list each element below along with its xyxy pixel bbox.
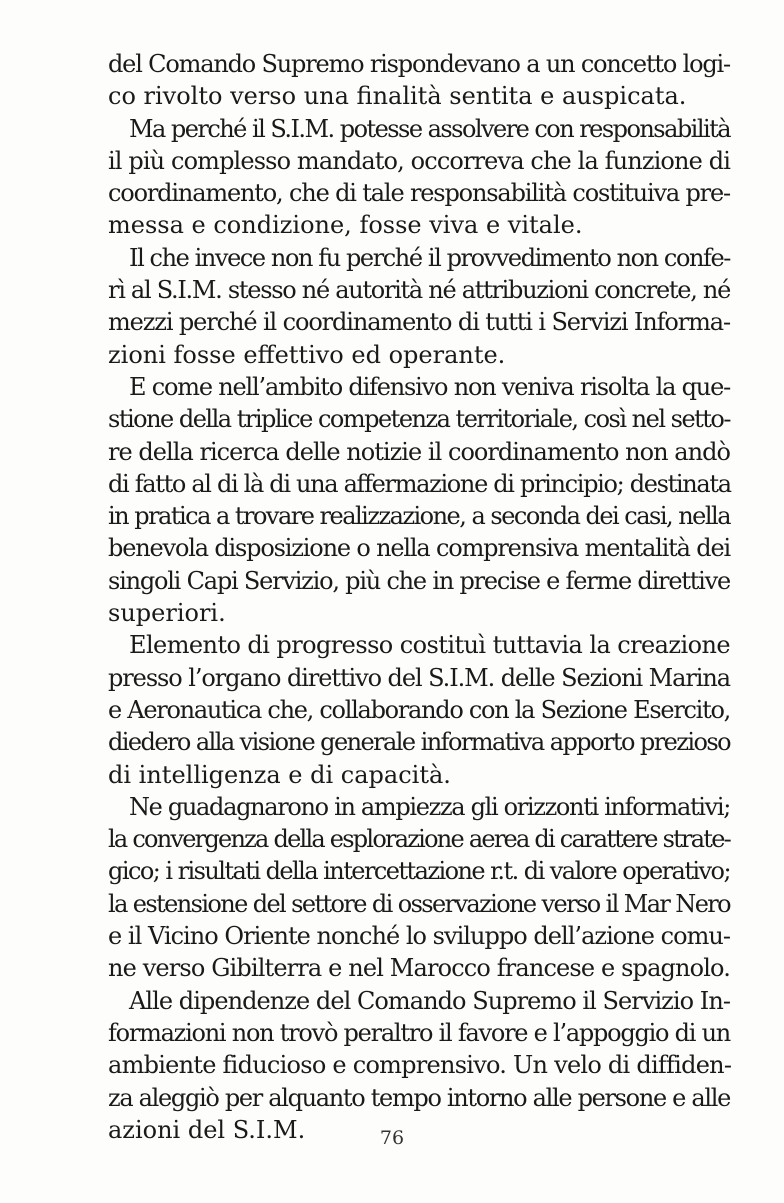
text-line: E come nell’ambito difensivo non veniva risolta la que- xyxy=(129,372,731,401)
text-line: la convergenza della esplorazione aerea di carattere strate- xyxy=(108,825,730,854)
text-line: re della ricerca delle notizie il coordinamento non andò xyxy=(108,437,730,466)
text-line: Alle dipendenze del Comando Supremo il Servizio In- xyxy=(129,986,730,1015)
text-line: azioni del S.I.M. xyxy=(108,1115,306,1144)
text-line: za aleggiò per alquanto tempo intorno alle persone e alle xyxy=(108,1083,730,1112)
text-line: in pratica a trovare realizzazione, a seconda dei casi, nella xyxy=(108,502,730,531)
body-text xyxy=(108,48,730,1146)
text-line: ambiente fiducioso e comprensivo. Un velo di diffiden- xyxy=(108,1051,732,1080)
text-line: Ma perché il S.I.M. potesse assolvere con responsabilità xyxy=(129,114,730,143)
text-line: di intelligenza e di capacità. xyxy=(108,760,451,789)
text-line: mezzi perché il coordinamento di tutti i Servizi Informa- xyxy=(108,308,730,337)
text-line: messa e condizione, fosse viva e vitale. xyxy=(108,211,583,240)
text-line: Ne guadagnarono in ampiezza gli orizzonti informativi; xyxy=(129,792,730,821)
text-line: benevola disposizione o nella comprensiva mentalità dei xyxy=(108,534,730,563)
text-line: Elemento di progresso costituì tuttavia la creazione xyxy=(129,631,731,660)
text-line: rì al S.I.M. stesso né autorità né attribuzioni concrete, né xyxy=(108,276,730,305)
text-line: singoli Capi Servizio, più che in precise e ferme direttive xyxy=(108,566,730,595)
text-line: co rivolto verso una finalità sentita e auspicata. xyxy=(108,82,687,111)
text-line: formazioni non trovò peraltro il favore e l’appoggio di un xyxy=(108,1018,731,1047)
text-line: diedero alla visione generale informativa apporto prezioso xyxy=(108,728,730,757)
text-line: il più complesso mandato, occorreva che la funzione di xyxy=(108,146,730,175)
page-number: 76 xyxy=(379,1127,405,1149)
text-line: stione della triplice competenza territoriale, così nel setto- xyxy=(108,405,730,434)
text-line: ne verso Gibilterra e nel Marocco francese e spagnolo. xyxy=(108,954,731,983)
text-line: presso l’organo direttivo del S.I.M. delle Sezioni Marina xyxy=(108,663,731,692)
text-line: di fatto al di là di una affermazione di principio; destinata xyxy=(108,469,731,498)
text-line: superiori. xyxy=(108,599,226,628)
text-line: gico; i risultati della intercettazione r.t. di valore operativo; xyxy=(108,857,730,886)
text-line: Il che invece non fu perché il provvedimento non confe- xyxy=(129,243,730,272)
text-line: coordinamento, che di tale responsabilità costituiva pre- xyxy=(108,179,730,208)
text-line: la estensione del settore di osservazione verso il Mar Nero xyxy=(108,889,731,918)
text-line: zioni fosse effettivo ed operante. xyxy=(108,340,506,369)
text-line: del Comando Supremo rispondevano a un concetto logi- xyxy=(108,50,730,78)
text-line: e il Vicino Oriente nonché lo sviluppo dell’azione comu- xyxy=(108,922,730,951)
text-line: e Aeronautica che, collaborando con la Sezione Esercito, xyxy=(108,695,730,724)
